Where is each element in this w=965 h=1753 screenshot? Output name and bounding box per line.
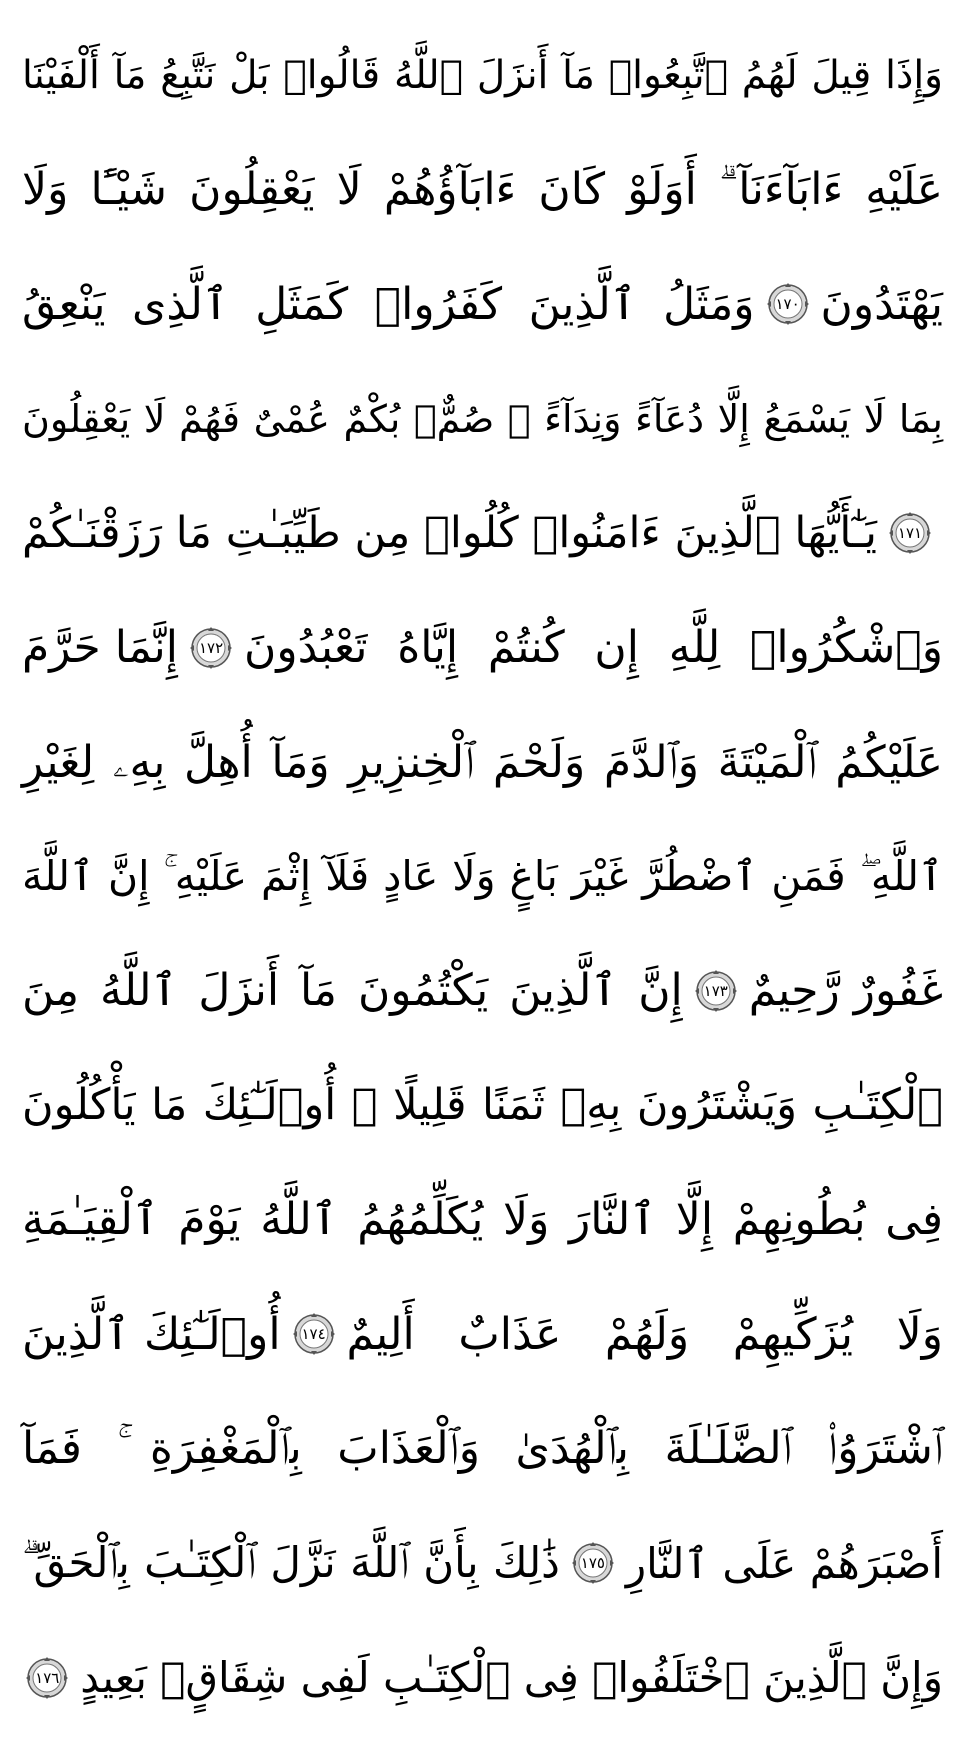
line-text: غَفُورٌ رَّحِيمٌ — [748, 965, 943, 1017]
ayah-number: ١٧٥ — [580, 1554, 605, 1573]
text-line — [22, 705, 943, 819]
ayah-end-marker — [570, 1540, 616, 1586]
line-text: فِى بُطُونِهِمْ إِلَّا ٱلنَّارَ وَلَا يُكَلِّمُهُمُ ٱللَّهُ يَوْمَ ٱلْقِيَـٰمَةِ — [22, 1194, 943, 1246]
text-line — [22, 1392, 943, 1506]
text-line — [22, 590, 943, 704]
text-line — [22, 1506, 943, 1620]
text-line — [22, 132, 943, 246]
ayah-end-marker — [887, 510, 933, 556]
line-text: وَإِنَّ ٱلَّذِينَ ٱخْتَلَفُوا۟ فِى ٱلْكِتَـٰبِ لَفِى شِقَاقٍۭ بَعِيدٍ — [80, 1653, 943, 1703]
text-line — [22, 934, 943, 1048]
text-line — [22, 247, 943, 361]
line-text: بِمَا لَا يَسْمَعُ إِلَّا دُعَآءً وَنِدَآءً ۚ صُمٌّۢ بُكْمٌ عُمْىٌ فَهُمْ لَا يَعْقِلُونَ — [22, 396, 943, 441]
ayah-end-marker — [291, 1311, 337, 1357]
ayah-end-marker — [188, 625, 234, 671]
text-line — [22, 18, 943, 132]
ayah-end-marker — [24, 1655, 70, 1701]
text-line — [22, 361, 943, 475]
ayah-number: ١٧٠ — [775, 295, 800, 314]
line-text: يَهْتَدُونَ — [820, 278, 943, 330]
text-line — [22, 476, 943, 590]
text-line — [22, 1621, 943, 1735]
ayah-number: ١٧١ — [897, 524, 923, 543]
line-text: يَـٰٓأَيُّهَا ٱلَّذِينَ ءَامَنُوا۟ كُلُوا۟ مِن طَيِّبَـٰتِ مَا رَزَقْنَـٰكُمْ — [22, 508, 877, 559]
verse-lines — [22, 18, 943, 1735]
text-line — [22, 819, 943, 933]
ayah-end-marker — [693, 968, 739, 1014]
line-text: ٱللَّهِ ۖ فَمَنِ ٱضْطُرَّ غَيْرَ بَاغٍ وَلَا عَادٍ فَلَآ إِثْمَ عَلَيْهِ ۚ إِنَّ ٱللَّهَ — [22, 852, 943, 901]
line-text: ٱلْكِتَـٰبِ وَيَشْتَرُونَ بِهِۦ ثَمَنًا قَلِيلًا ۙ أُو۟لَـٰٓئِكَ مَا يَأْكُلُونَ — [22, 1080, 943, 1131]
line-text: إِنَّ ٱلَّذِينَ يَكْتُمُونَ مَآ أَنزَلَ ٱللَّهُ مِنَ — [22, 965, 683, 1017]
text-line — [22, 1277, 943, 1391]
line-text: عَلَيْكُمُ ٱلْمَيْتَةَ وَٱلدَّمَ وَلَحْمَ ٱلْخِنزِيرِ وَمَآ أُهِلَّ بِهِۦ لِغَيْرِ — [22, 736, 943, 788]
line-text: إِنَّمَا حَرَّمَ — [22, 622, 179, 674]
ayah-number: ١٧٣ — [703, 981, 728, 1000]
text-line — [22, 1048, 943, 1162]
line-text: عَلَيْهِ ءَابَآءَنَآ ۗ أَوَلَوْ كَانَ ءَابَآؤُهُمْ لَا يَعْقِلُونَ شَيْـًٔا وَلَا — [22, 164, 943, 216]
line-text: وَلَا يُزَكِّيهِمْ وَلَهُمْ عَذَابٌ أَلِيمٌ — [346, 1308, 943, 1360]
ayah-number: ١٧٦ — [35, 1668, 60, 1687]
ayah-number: ١٧٤ — [301, 1325, 326, 1344]
line-text: وَمَثَلُ ٱلَّذِينَ كَفَرُوا۟ كَمَثَلِ ٱلَّذِى يَنْعِقُ — [22, 278, 755, 330]
line-text: وَإِذَا قِيلَ لَهُمُ ٱتَّبِعُوا۟ مَآ أَنزَلَ ٱللَّهُ قَالُوا۟ بَلْ نَتَّبِعُ مَآ أَلْفَيْنَا — [22, 52, 943, 98]
line-text: ٱشْتَرَوُا۟ ٱلضَّلَـٰلَةَ بِٱلْهُدَىٰ وَٱلْعَذَابَ بِٱلْمَغْفِرَةِ ۚ فَمَآ — [22, 1423, 943, 1475]
line-text: أُو۟لَـٰٓئِكَ ٱلَّذِينَ — [22, 1308, 281, 1360]
line-text: ذَٰلِكَ بِأَنَّ ٱللَّهَ نَزَّلَ ٱلْكِتَـٰبَ بِٱلْحَقِّ ۗ — [22, 1538, 560, 1588]
line-text: أَصْبَرَهُمْ عَلَى ٱلنَّارِ — [625, 1538, 943, 1588]
ayah-end-marker — [765, 281, 811, 327]
text-line — [22, 1163, 943, 1277]
ayah-number: ١٧٢ — [198, 638, 224, 657]
line-text: وَٱشْكُرُوا۟ لِلَّهِ إِن كُنتُمْ إِيَّاهُ تَعْبُدُونَ — [244, 622, 943, 674]
